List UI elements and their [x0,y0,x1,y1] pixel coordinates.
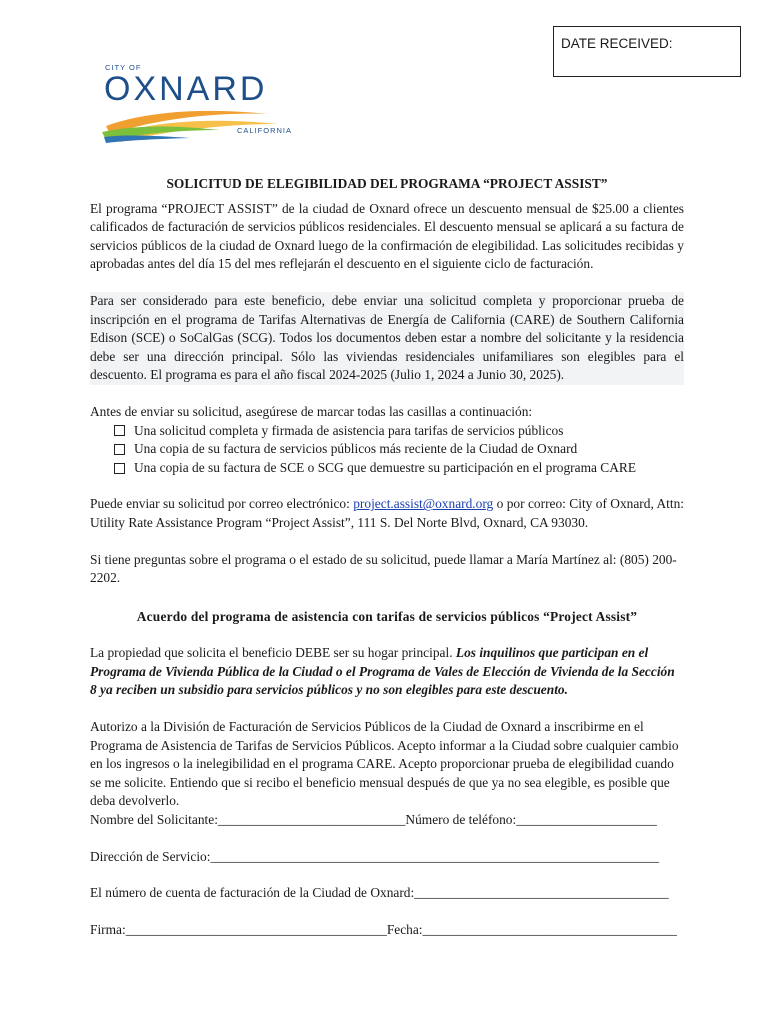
property-paragraph [90,644,684,700]
checklist-item-label: Una copia de su factura de SCE o SCG que demuestre su participación en el programa CARE [134,459,637,475]
document-title: SOLICITUD DE ELEGIBILIDAD DEL PROGRAMA “PROJECT ASSIST” [166,176,608,191]
submission-prefix: Puede enviar su solicitud por correo electrónico: [90,496,354,512]
service-address-field[interactable]: Dirección de Servicio:___________________________________________________________________ [90,848,660,864]
questions-paragraph: Si tiene preguntas sobre el programa o el estado de su solicitud, puede llamar a María Martínez al: (805) 200-2202. [90,551,677,586]
checklist-item [114,422,684,441]
checkbox[interactable] [114,425,125,436]
logo-oxnard: OXNARD [104,70,268,108]
signature-field[interactable]: Firma:_______________________________________ [90,921,387,937]
city-of-oxnard-logo [100,60,300,150]
intro-paragraph: El programa “PROJECT ASSIST” de la ciudad de Oxnard ofrece un descuento mensual de $25.00 a clientes calificados de facturación de servicios públicos residenciales. El descuento mensual se aplicará a su factura de servicios públicos de la ciudad de Oxnard luego de la confirmación de elegibilidad. Las solicitudes recibidas y aprobadas antes del día 15 del mes reflejarán el descuento en el siguiente ciclo de facturación. [90,200,684,272]
checklist-item [114,440,684,459]
account-number-field[interactable]: El número de cuenta de facturación de la Ciudad de Oxnard:______________________________________ [90,885,669,901]
document-body [90,175,684,939]
checkbox[interactable] [114,444,125,455]
phone-field[interactable]: Número de teléfono:_____________________ [405,812,657,828]
email-link[interactable]: project.assist@oxnard.org [353,496,494,512]
agreement-title: Acuerdo del programa de asistencia con tarifas de servicios públicos “Project Assist” [136,608,638,624]
eligibility-paragraph: Para ser considerado para este beneficio, debe enviar una solicitud completa y proporcionar prueba de inscripción en el programa de Tarifas Alternativas de Energía de California (CARE) de Southern California Edison (SCE) o SoCalGas (SCG). Todos los documentos deben estar a nombre del solicitante y la residencia debe ser una dirección principal. Sólo las viviendas residenciales unifamiliares son elegibles para el descuento. El programa es para el año fiscal 2024-2025 (Julio 1, 2024 a Junio 30, 2025). [90,292,684,385]
checklist [90,422,684,478]
signature-row [90,921,684,940]
property-prefix: La propiedad que solicita el beneficio DEBE ser su hogar principal. [90,645,456,661]
checklist-item-label: Una solicitud completa y firmada de asistencia para tarifas de servicios públicos [134,422,564,438]
logo-waves-icon [100,104,300,144]
checklist-item-label: Una copia de su factura de servicios públicos más reciente de la Ciudad de Oxnard [134,441,578,457]
submission-paragraph [90,495,684,532]
logo-city-of: CITY OF [105,63,142,72]
date-received-box [553,26,741,77]
submission-suffix: o por correo: City of Oxnard, Attn: Utility Rate Assistance Program “Project Assist”, 111 S. Del Norte Blvd, Oxnard, CA 93030. [90,496,684,530]
authorization-paragraph: Autorizo a la División de Facturación de Servicios Públicos de la Ciudad de Oxnard a inscribirme en el Programa de Asistencia de Tarifas de Servicios Públicos. Acepto informar a la Ciudad sobre cualquier cambio en los ingresos o la inelegibilidad en el programa CARE. Acepto proporcionar prueba de elegibilidad cuando se me solicite. Entiendo que si recibo el beneficio mensual después de que ya no sea elegible, es posible que deba devolverlo. [90,719,679,809]
checkbox[interactable] [114,463,125,474]
applicant-name-field[interactable]: Nombre del Solicitante:____________________________ [90,812,406,828]
checklist-item [114,459,684,478]
checklist-intro: Antes de enviar su solicitud, asegúrese de marcar todas las casillas a continuación: [90,403,533,419]
applicant-row [90,811,684,830]
property-bold-text: Los inquilinos que participan en el Programa de Vivienda Pública de la Ciudad o el Programa de Vales de Elección de Vivienda de la Sección 8 ya reciben un subsidio para servicios públicos y no son elegibles para este descuento. [90,645,675,698]
date-received-label: DATE RECEIVED: [561,36,673,51]
date-field[interactable]: Fecha:______________________________________ [386,921,677,937]
logo-california: CALIFORNIA [237,126,293,135]
